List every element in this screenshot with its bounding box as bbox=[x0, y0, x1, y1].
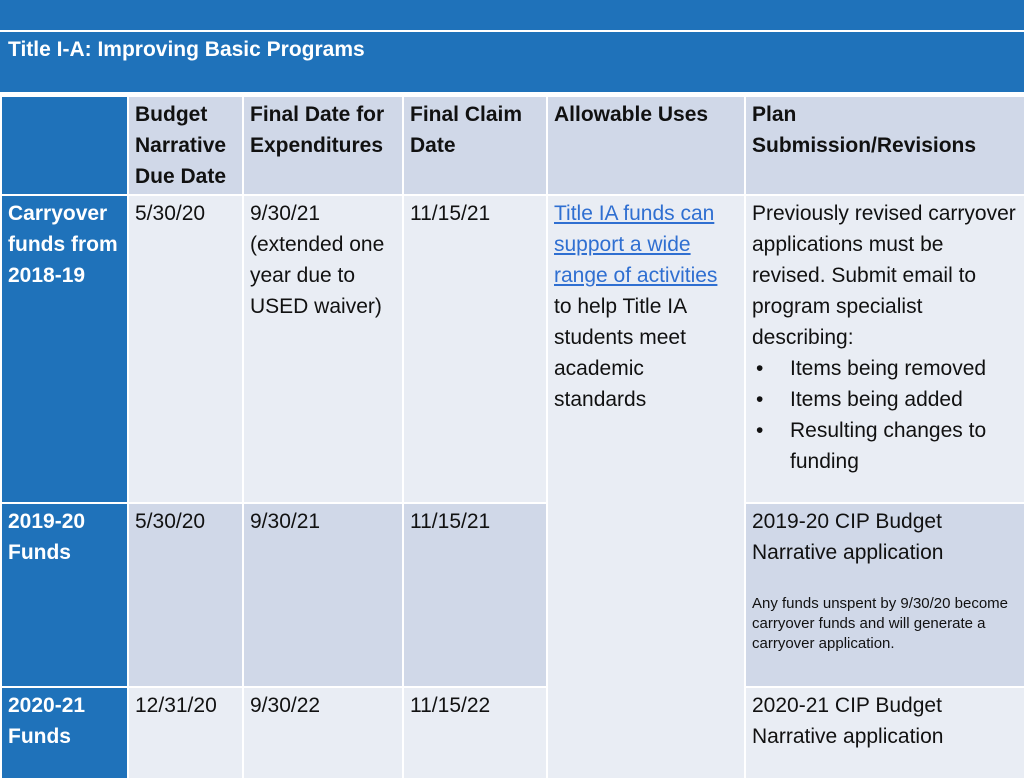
header-plan-submission: Plan Submission/Revisions bbox=[745, 96, 1024, 195]
row-label-2019-20: 2019-20 Funds bbox=[1, 503, 128, 687]
plan-cell-2020-21 bbox=[745, 687, 1024, 779]
final-claim-cell: 11/15/21 bbox=[403, 503, 547, 687]
header-final-claim: Final Claim Date bbox=[403, 96, 547, 195]
header-final-expenditures: Final Date for Expenditures bbox=[243, 96, 403, 195]
plan-main-text: 2019-20 CIP Budget Narrative application bbox=[752, 510, 944, 564]
allowable-uses-text: to help Title IA students meet academic standards bbox=[554, 295, 686, 411]
plan-note-text: Any funds unspent by 9/30/20 become carryover funds and will generate a carryover application. bbox=[752, 595, 1009, 652]
header-allowable-uses: Allowable Uses bbox=[547, 96, 745, 195]
list-item: • Items being removed bbox=[752, 353, 1018, 384]
plan-cell-2019-20 bbox=[745, 503, 1024, 687]
final-expenditures-cell: 9/30/21 bbox=[243, 503, 403, 687]
list-item: • Items being added bbox=[752, 384, 1018, 415]
allowable-uses-cell bbox=[547, 195, 745, 779]
header-blank-cell bbox=[1, 96, 128, 195]
final-expenditures-cell: 9/30/22 bbox=[243, 687, 403, 779]
page-title: Title I-A: Improving Basic Programs bbox=[0, 32, 1024, 92]
funds-table bbox=[0, 95, 1024, 780]
allowable-uses-link[interactable]: Title IA funds can support a wide range of activities bbox=[554, 202, 718, 287]
budget-due-cell: 5/30/20 bbox=[128, 503, 243, 687]
final-claim-cell: 11/15/22 bbox=[403, 687, 547, 779]
budget-due-cell: 12/31/20 bbox=[128, 687, 243, 779]
row-label-carryover: Carryover funds from 2018-19 bbox=[1, 195, 128, 503]
plan-bullet-list bbox=[752, 353, 1018, 477]
plan-intro-text: Previously revised carryover applications must be revised. Submit email to program specialist describing: bbox=[752, 202, 1016, 349]
budget-due-cell: 5/30/20 bbox=[128, 195, 243, 503]
table-row bbox=[1, 195, 1024, 503]
top-banner bbox=[0, 0, 1024, 30]
table-header-row bbox=[1, 96, 1024, 195]
table-row bbox=[1, 687, 1024, 779]
list-item: • Resulting changes to funding bbox=[752, 415, 1018, 477]
plan-cell-carryover bbox=[745, 195, 1024, 503]
table-row bbox=[1, 503, 1024, 687]
plan-main-text: 2020-21 CIP Budget Narrative application bbox=[752, 694, 944, 748]
row-label-2020-21: 2020-21 Funds bbox=[1, 687, 128, 779]
final-claim-cell: 11/15/21 bbox=[403, 195, 547, 503]
final-expenditures-cell: 9/30/21 (extended one year due to USED waiver) bbox=[243, 195, 403, 503]
header-budget-due: Budget Narrative Due Date bbox=[128, 96, 243, 195]
